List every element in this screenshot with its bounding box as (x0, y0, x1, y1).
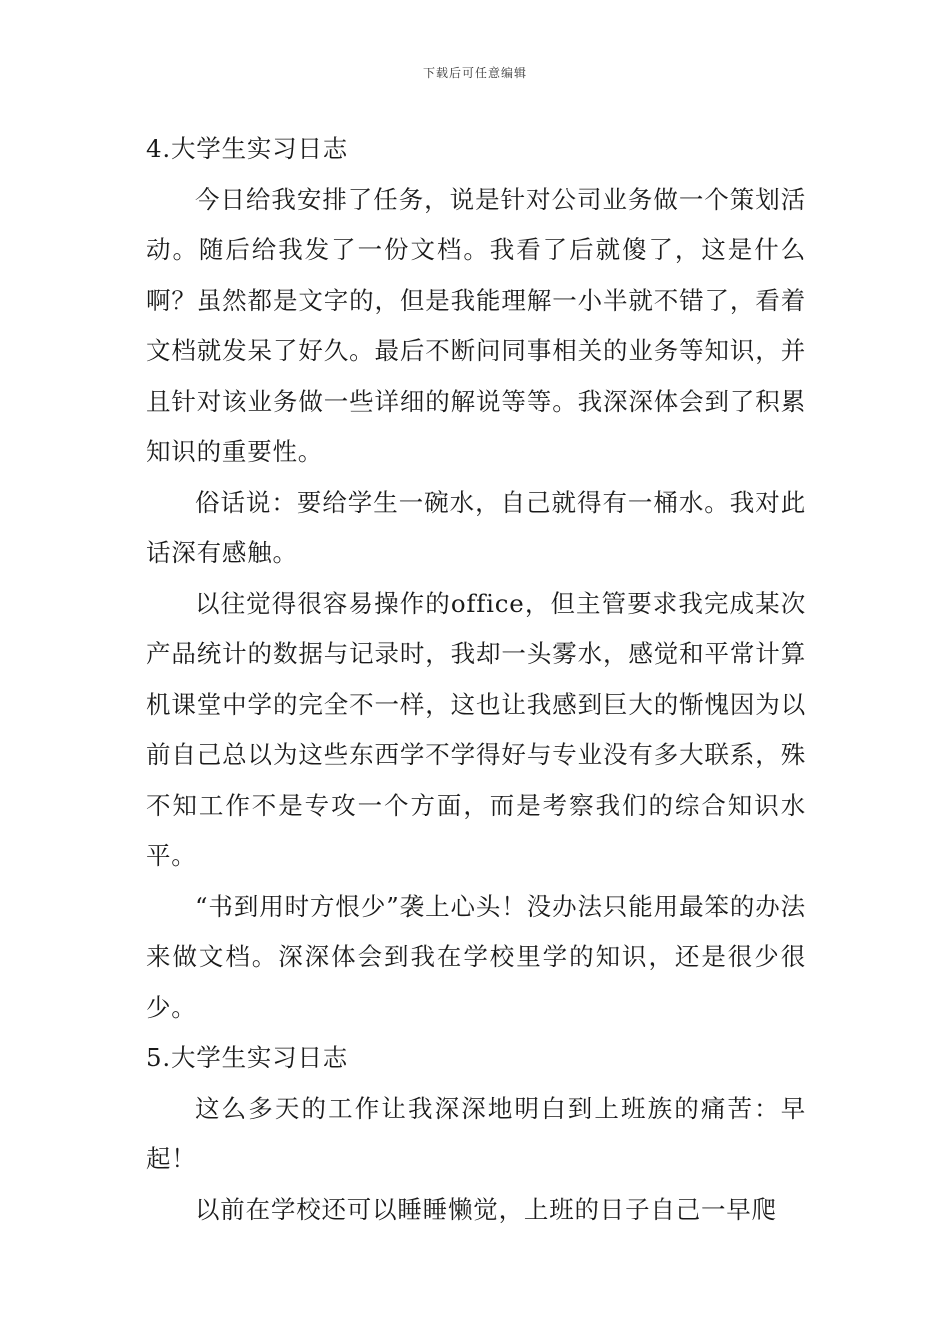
paragraph: 今日给我安排了任务，说是针对公司业务做一个策划活动。随后给我发了一份文档。我看了后就傻了，这是什么啊？虽然都是文字的，但是我能理解一小半就不错了，看着文档就发呆了好久。最后不断问同事相关的业务等知识，并且针对该业务做一些详细的解说等等。我深深体会到了积累知识的重要性。 (146, 184, 806, 466)
section-heading: 5.大学生实习日志 (146, 1043, 349, 1072)
paragraph: 这么多天的工作让我深深地明白到上班族的痛苦：早起！ (146, 1093, 806, 1173)
paragraph: “书到用时方恨少”袭上心头！没办法只能用最笨的办法来做文档。深深体会到我在学校里学的知识，还是很少很少。 (146, 891, 806, 1022)
paragraph: 俗话说：要给学生一碗水，自己就得有一桶水。我对此话深有感触。 (146, 487, 806, 567)
document-body (146, 124, 806, 1235)
header-note: 下载后可任意编辑 (422, 66, 527, 80)
paragraph: 以前在学校还可以睡睡懒觉，上班的日子自己一早爬 (195, 1194, 777, 1224)
paragraph: 以往觉得很容易操作的office，但主管要求我完成某次产品统计的数据与记录时，我却一头雾水，感觉和平常计算机课堂中学的完全不一样，这也让我感到巨大的惭愧因为以前自己总以为这些东西学不学得好与专业没有多大联系，殊不知工作不是专攻一个方面，而是考察我们的综合知识水平。 (146, 588, 806, 870)
section-heading: 4.大学生实习日志 (146, 134, 349, 163)
